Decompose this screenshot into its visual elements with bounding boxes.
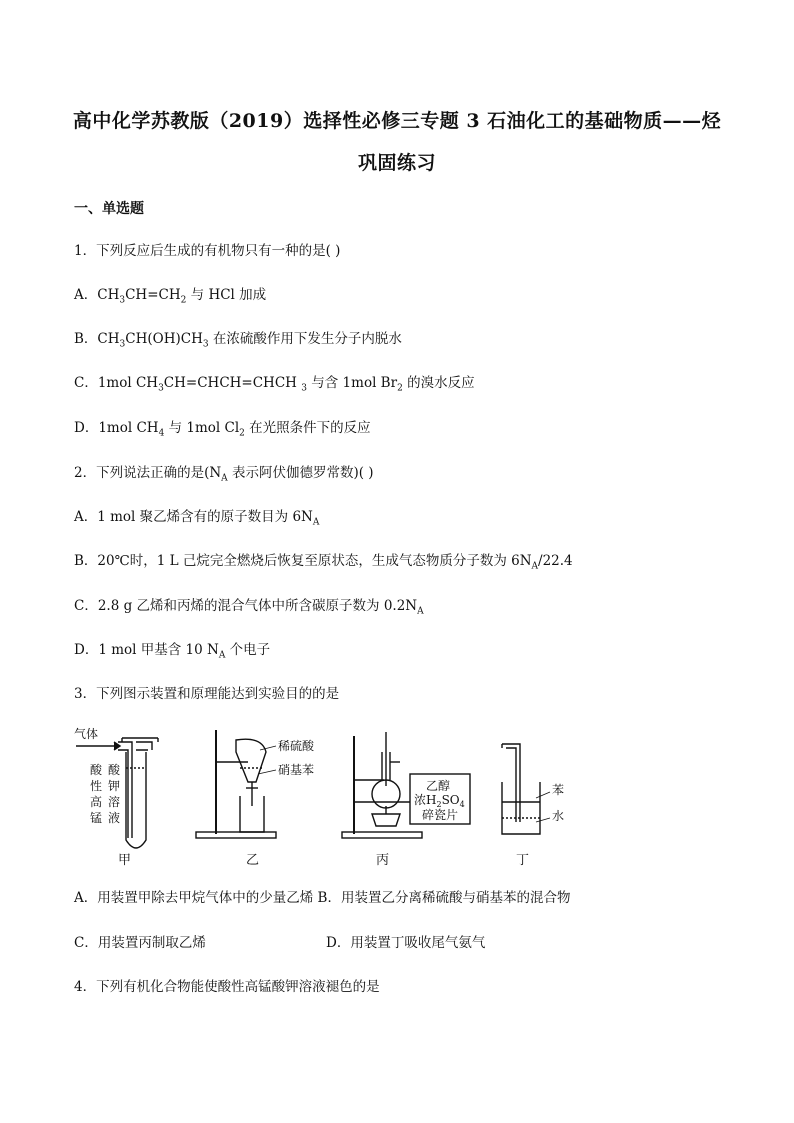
label-h2so4: 浓$H_2SO_4$ [414, 793, 465, 809]
figure-label-bing: 丙 [376, 853, 390, 868]
label-chips: 碎瓷片 [422, 808, 459, 822]
question-1-option-c: C．1mol $CH_3CH=CHCH=CHCH$ $_3$ 与含 1mol $Br_2$ 的溴水反应 [74, 375, 475, 394]
apparatus-figure [70, 722, 650, 872]
apparatus-ding [502, 744, 550, 834]
label-kmno4-2: 性 [90, 779, 103, 793]
question-2-option-d: D．1 mol 甲基含 10 $N_A$ 个电子 [74, 642, 271, 661]
leader-benzene [536, 792, 550, 798]
question-4-stem: 4．下列有机化合物能使酸性高锰酸钾溶液褪色的是 [74, 979, 380, 995]
figure-label-jia: 甲 [118, 853, 132, 868]
label-ethanol: 乙醇 [426, 779, 451, 793]
absorption-beaker [502, 782, 540, 834]
stand-base [196, 832, 276, 838]
leader-nitro [258, 770, 276, 774]
figure-label-yi: 乙 [246, 853, 260, 868]
label-kmno4-1: 酸 [90, 763, 103, 777]
document-title: 高中化学苏教版（2019）选择性必修三专题 3 石油化工的基础物质——烃 [72, 110, 722, 132]
inlet-tube [118, 742, 132, 838]
label-water: 水 [552, 809, 565, 823]
question-1-option-b: B．$CH_3CH(OH)CH_3$ 在浓硫酸作用下发生分子内脱水 [74, 331, 402, 350]
question-3-option-ab: A．用装置甲除去甲烷气体中的少量乙烯 B．用装置乙分离稀硫酸与硝基苯的混合物 [74, 890, 571, 906]
apparatus-bing [342, 732, 470, 838]
label-kmno4-5: 酸 [108, 763, 121, 777]
question-3-option-d: D．用装置丁吸收尾气氨气 [326, 935, 486, 951]
question-3-option-c: C．用装置丙制取乙烯 [74, 935, 206, 951]
alcohol-lamp [372, 814, 400, 826]
question-3-stem: 3．下列图示装置和原理能达到实验目的的是 [74, 686, 340, 702]
figure-label-ding: 丁 [516, 853, 530, 868]
delivery-tube [502, 744, 520, 822]
apparatus-jia [76, 738, 158, 848]
label-kmno4-3: 高 [90, 795, 103, 809]
label-nitrobenzene: 硝基苯 [278, 763, 315, 777]
label-kmno4-6: 钾 [108, 779, 121, 793]
test-tube [126, 752, 146, 848]
section-heading: 一、单选题 [74, 201, 144, 217]
question-2-option-c: C．2.8 g 乙烯和丙烯的混合气体中所含碳原子数为 $0.2N_A$ [74, 598, 424, 617]
question-2-option-a: A．1 mol 聚乙烯含有的原子数目为 $6N_A$ [74, 509, 320, 528]
question-1-option-a: A．$CH_3CH=CH_2$ 与 HCl 加成 [74, 287, 267, 306]
label-dilute-acid: 稀硫酸 [278, 739, 315, 753]
separatory-funnel [236, 739, 266, 782]
outlet-tube [136, 742, 152, 750]
document-title-line2: 巩固练习 [357, 152, 436, 174]
question-1-stem: 1．下列反应后生成的有机物只有一种的是( ) [74, 243, 341, 259]
label-kmno4-4: 锰 [90, 811, 103, 825]
question-1-option-d: D．1mol $CH_4$ 与 1mol $Cl_2$ 在光照条件下的反应 [74, 420, 371, 439]
label-gas: 气体 [74, 727, 99, 741]
arrow-head [114, 742, 120, 750]
leader-acid [260, 746, 276, 750]
apparatus-yi [196, 730, 276, 838]
label-kmno4-8: 液 [108, 811, 121, 825]
label-benzene: 苯 [552, 783, 565, 797]
question-2-stem: 2．下列说法正确的是($N_A$ 表示阿伏伽德罗常数)( ) [74, 465, 374, 484]
label-kmno4-7: 溶 [108, 795, 121, 809]
question-2-option-b: B．20℃时，1 L 己烷完全燃烧后恢复至原状态，生成气态物质分子数为 $6N_A/22.4$ [74, 553, 573, 572]
